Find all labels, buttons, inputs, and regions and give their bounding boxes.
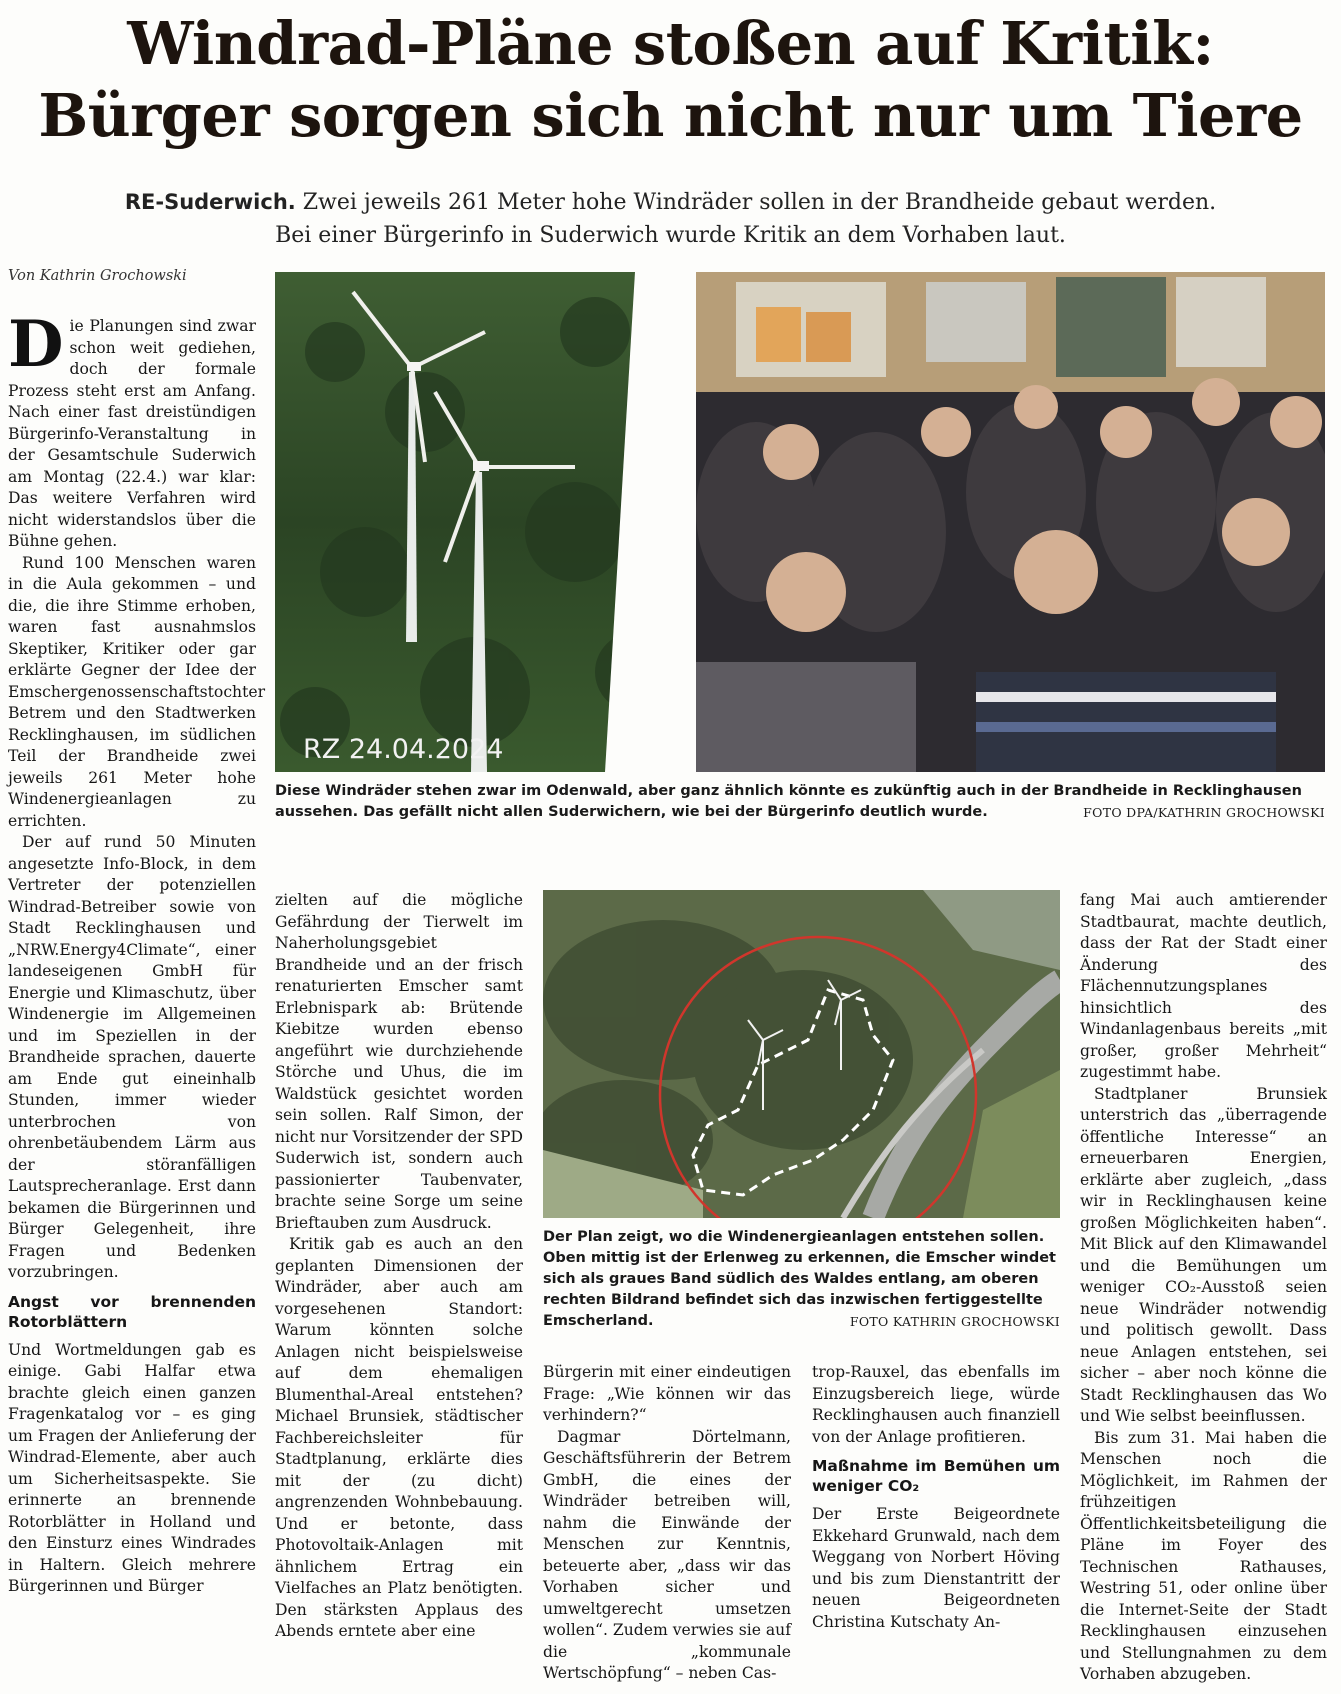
column-2 — [275, 890, 523, 1643]
subheadline — [0, 186, 1341, 252]
audience-illustration — [696, 272, 1325, 772]
photo2-caption-text: Der Plan zeigt, wo die Windenergieanlagen entstehen sollen. Oben mittig ist der Erlenweg zu erkennen, die Emscher windet sich als graues Band südlich des Waldes entlang, am oberen rechten Bildrand befindet sich das inzwischen fertiggestellte Emscherland. — [543, 1229, 1056, 1329]
col1-paragraph-2: Rund 100 Menschen waren in die Aula gekommen – und die, die ihre Stimme erhoben, waren fast ausnahmslos Skeptiker, Kritiker oder gar erklärte Gegner der Idee der Emschergenossenschaftstochter Betrem und den Stadtwerken Recklinghausen, im südlichen Teil der Brandheide zwei jeweils 261 Meter hohe Windenergieanlagen zu errichten. — [8, 553, 266, 830]
headline-line-1: Windrad-Pläne stoßen auf Kritik: — [127, 9, 1214, 78]
photo2-caption — [543, 1227, 1060, 1332]
dateline: RE-Suderwich. — [124, 190, 296, 214]
drop-cap: D — [8, 307, 64, 382]
photo1-caption — [275, 781, 1325, 823]
col2-paragraph-2: Kritik gab es auch an den geplanten Dimensionen der Windräder, aber auch am vorgesehenen Standort: Warum könnten solche Anlagen nicht beispielsweise auf dem ehemaligen Blumenthal-Areal entstehen? Michael Brunsiek, städtischer Fachbereichsleiter für Stadtplanung, erklärte dies mit der (zu dicht) angrenzenden Wohnbebauung. Und er betonte, dass Photovoltaik-Anlagen mit ähnlichem Ertrag ein Vielfaches an Platz benötigten. Den stärksten Applaus des Abends erntete aber eine — [275, 1235, 523, 1640]
column-5 — [1080, 890, 1327, 1686]
col4-paragraph-2: Der Erste Beigeordnete Ekkehard Grunwald, nach dem Weggang von Norbert Höving und bis zum Dienstantritt der neuen Beigeordneten Christina Kutschaty An- — [812, 1505, 1060, 1631]
column-4 — [812, 1362, 1060, 1633]
wind-turbine-photo — [275, 272, 682, 772]
col5-paragraph-1: fang Mai auch amtierender Stadtbaurat, machte deutlich, dass der Rat der Stadt einer Änderung des Flächennutzungsplanes hinsichtlich des Windanlagenbaus bereits „mit großer, großer Mehrheit“ zugestimmt habe. — [1080, 891, 1327, 1081]
col4-paragraph-1: trop-Rauxel, das ebenfalls im Einzugsbereich liege, würde Recklinghausen auch finanziell von der Anlage profitieren. — [812, 1363, 1060, 1446]
col1-paragraph-1: ie Planungen sind zwar schon weit gediehen, doch der formale Prozess steht erst am Anfang. Nach einer fast dreistündigen Bürgerinfo-Veranstaltung in der Gesamtschule Suderwich am Montag (22.4.) war klar: Das weitere Verfahren wird nicht widerstandslos über die Bühne gehen. — [8, 317, 256, 550]
col1-paragraph-4: Und Wortmeldungen gab es einige. Gabi Halfar etwa brachte gleich einen ganzen Fragenkatalog vor – es ging um Fragen der Anlieferung der Windrad-Elemente, aber auch um Sicherheitsaspekte. Sie erinnerte an brennende Rotorblätter in Holland und den Einsturz eines Windrades in Haltern. Gleich mehrere Bürgerinnen und Bürger — [8, 1340, 256, 1595]
column-1 — [8, 307, 266, 1598]
photo1-credit: FOTO DPA/KATHRIN GROCHOWSKI — [1083, 805, 1325, 820]
subheadline-line-2: Bei einer Bürgerinfo in Suderwich wurde Kritik an dem Vorhaben laut. — [275, 223, 1066, 248]
col1-subhead: Angst vor brennenden Rotorblättern — [8, 1292, 256, 1331]
wind-turbine-illustration — [275, 272, 682, 772]
photo1-caption-text: Diese Windräder stehen zwar im Odenwald, aber ganz ähnlich könnte es zukünftig auch in der Brandheide in Recklinghausen aussehen. Das gefällt nicht allen Suderwichern, wie bei der Bürgerinfo deutlich wurde. — [275, 783, 1302, 820]
headline-line-2: Bürger sorgen sich nicht nur um Tiere — [38, 81, 1303, 150]
subheadline-line-1: Zwei jeweils 261 Meter hohe Windräder sollen in der Brandheide gebaut werden. — [302, 190, 1217, 215]
col5-paragraph-2: Stadtplaner Brunsiek unterstrich das „überragende öffentliche Interesse“ an erneuerbaren Energien, erklärte aber zugleich, „dass wir in Recklinghausen keine großen Möglichkeiten haben“. Mit Blick auf den Klimawandel und die Bemühungen um weniger CO₂-Ausstoß seien neue Windräder notwendig und politisch gewollt. Dass neue Anlagen entstehen, sei sicher – aber noch könne die Stadt Recklinghausen das Wo und Wie selbst beeinflussen. — [1080, 1084, 1327, 1425]
photo-watermark: RZ 24.04.2024 — [303, 734, 504, 765]
col2-paragraph-1: zielten auf die mögliche Gefährdung der Tierwelt im Naherholungsgebiet Brandheide und an der frisch renaturierten Emscher samt Erlebnispark ab: Brütende Kiebitze wurden ebenso angeführt wie durchziehende Störche und Uhus, die im Waldstück gesichtet worden sein sollen. Ralf Simon, der nicht nur Vorsitzender der SPD Suderwich ist, sondern auch passionierter Taubenvater, brachte seine Sorge um seine Brieftauben zum Ausdruck. — [275, 891, 523, 1232]
photo2-credit: FOTO KATHRIN GROCHOWSKI — [849, 1314, 1060, 1329]
column-3 — [543, 1362, 791, 1685]
col3-paragraph-1: Bürgerin mit einer eindeutigen Frage: „Wie können wir das verhindern?“ — [543, 1363, 791, 1424]
col5-paragraph-3: Bis zum 31. Mai haben die Menschen noch die Möglichkeit, im Rahmen der frühzeitigen Öffentlichkeitsbeteiligung die Pläne im Foyer des Technischen Rathauses, Westring 51, oder online über die Internet-Seite der Stadt Recklinghausen einzusehen und Stellungnahmen zu dem Vorhaben abzugeben. — [1080, 1428, 1327, 1683]
col3-paragraph-2: Dagmar Dörtelmann, Geschäftsführerin der Betrem GmbH, die eines der Windräder betreiben will, nahm die Einwände der Menschen zur Kenntnis, beteuerte aber, „dass wir das Vorhaben sicher und umweltgerecht umsetzen wollen“. Zudem verwies sie auf die „kommunale Wertschöpfung“ – neben Cas- — [543, 1427, 792, 1682]
col1-paragraph-3: Der auf rund 50 Minuten angesetzte Info-Block, in dem Vertreter der potenziellen Windrad-Betreiber sowie von Stadt Recklinghausen und „NRW.Energy4Climate“, einer landeseigenen GmbH für Energie und Klimaschutz, über Windenergie im Allgemeinen und im Speziellen in der Brandheide sprachen, dauerte am Ende gut eineinhalb Stunden, immer wieder unterbrochen von ohrenbetäubendem Lärm aus der störanfälligen Lautsprecheranlage. Erst dann bekamen die Bürgerinnen und Bürger Gelegenheit, ihre Fragen und Bedenken vorzubringen. — [8, 833, 256, 1281]
col4-subhead: Maßnahme im Bemühen um weniger CO₂ — [812, 1457, 1060, 1495]
aerial-plan-illustration — [543, 890, 1060, 1218]
byline: Von Kathrin Grochowski — [8, 268, 187, 284]
headline — [0, 8, 1341, 152]
aerial-plan-photo — [543, 890, 1060, 1218]
audience-photo — [696, 272, 1325, 772]
